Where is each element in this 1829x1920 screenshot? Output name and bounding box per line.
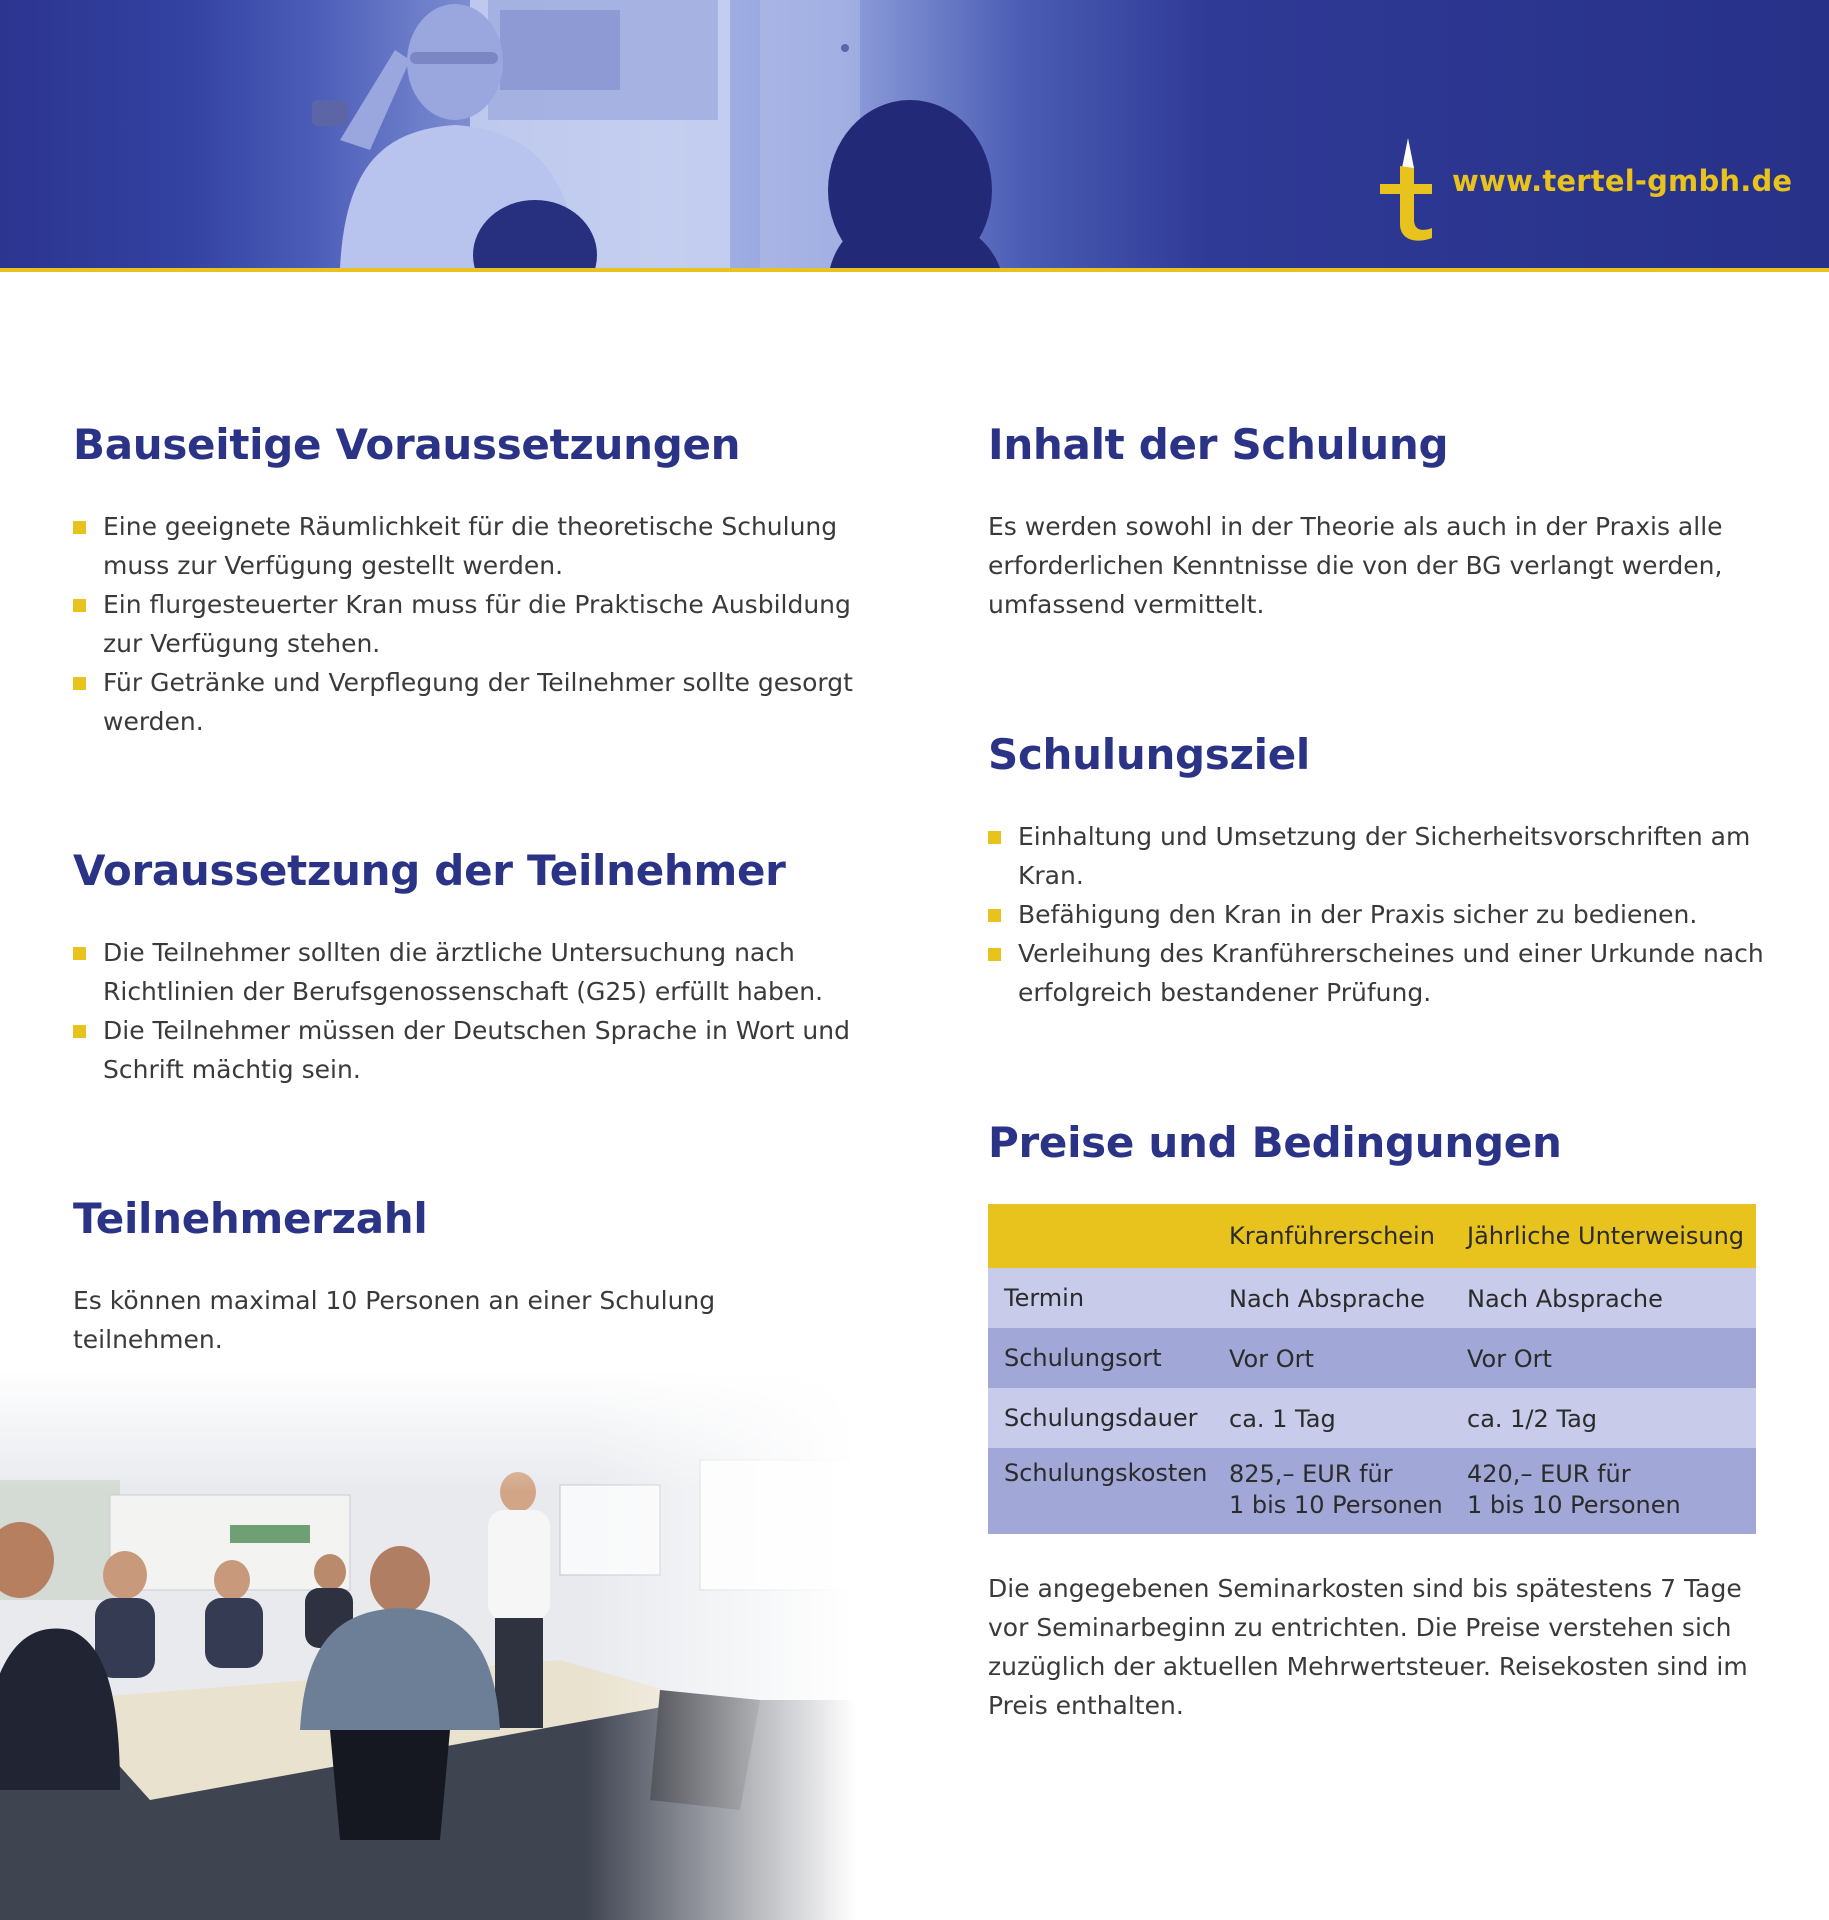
section-title: Schulungsziel bbox=[988, 730, 1311, 779]
table-row bbox=[988, 1328, 1756, 1388]
section-title: Preise und Bedingungen bbox=[988, 1118, 1562, 1167]
list-item: Eine geeignete Räumlichkeit für die theoretische Schulung muss zur Verfügung gestellt werden. bbox=[73, 507, 853, 585]
table-header-row bbox=[988, 1204, 1756, 1268]
table-cell: Nach Absprache bbox=[1467, 1285, 1663, 1313]
table-cell bbox=[1467, 1448, 1756, 1534]
row-label: Termin bbox=[1004, 1284, 1085, 1312]
table-header-empty bbox=[988, 1204, 1229, 1268]
price-persons: 1 bis 10 Personen bbox=[1229, 1491, 1443, 1519]
table-row bbox=[988, 1268, 1756, 1328]
table-cell: ca. 1 Tag bbox=[1229, 1405, 1336, 1433]
list-item: Verleihung des Kranführerscheines und einer Urkunde nach erfolgreich bestandener Prüfung. bbox=[988, 934, 1778, 1012]
bullet-square-icon bbox=[73, 599, 86, 612]
price-table bbox=[988, 1204, 1756, 1534]
tertel-logo-icon bbox=[1378, 138, 1434, 242]
section-preise-und-bedingungen bbox=[988, 1118, 1778, 1167]
table-cell: Vor Ort bbox=[1229, 1345, 1314, 1373]
section-teilnehmerzahl bbox=[73, 1194, 853, 1359]
list-item: Befähigung den Kran in der Praxis sicher zu bedienen. bbox=[988, 895, 1778, 934]
bullet-square-icon bbox=[988, 909, 1001, 922]
section-title: Bauseitige Voraussetzungen bbox=[73, 420, 741, 469]
bullet-square-icon bbox=[73, 947, 86, 960]
price-line: 420,– EUR für bbox=[1467, 1460, 1631, 1488]
bullet-list bbox=[73, 933, 853, 1089]
training-room-photo bbox=[0, 1370, 900, 1920]
website-url: www.tertel-gmbh.de bbox=[1452, 164, 1793, 198]
row-label: Schulungskosten bbox=[1004, 1459, 1208, 1487]
section-schulungsziel bbox=[988, 730, 1778, 1012]
table-header-kranfuehrerschein: Kranführerschein bbox=[1229, 1222, 1435, 1250]
bullet-square-icon bbox=[73, 677, 86, 690]
table-cell: Nach Absprache bbox=[1229, 1285, 1425, 1313]
bullet-square-icon bbox=[73, 521, 86, 534]
header-photo-presentation bbox=[0, 0, 1000, 268]
list-item: Einhaltung und Umsetzung der Sicherheitsvorschriften am Kran. bbox=[988, 817, 1778, 895]
list-item: Die Teilnehmer sollten die ärztliche Untersuchung nach Richtlinien der Berufsgenossenschaft (G25) erfüllt haben. bbox=[73, 933, 853, 1011]
table-header-jaehrliche-unterweisung: Jährliche Unterweisung bbox=[1467, 1222, 1745, 1250]
section-inhalt-der-schulung bbox=[988, 420, 1778, 624]
table-cell: ca. 1/2 Tag bbox=[1467, 1405, 1598, 1433]
section-text: Es können maximal 10 Personen an einer Schulung teilnehmen. bbox=[73, 1286, 716, 1354]
list-item: Für Getränke und Verpflegung der Teilnehmer sollte gesorgt werden. bbox=[73, 663, 853, 741]
bullet-square-icon bbox=[73, 1025, 86, 1038]
section-bauseitige-voraussetzungen bbox=[73, 420, 853, 741]
bullet-list bbox=[73, 507, 853, 741]
table-cell bbox=[1229, 1448, 1467, 1534]
price-persons: 1 bis 10 Personen bbox=[1467, 1491, 1681, 1519]
price-conditions-note bbox=[988, 1569, 1778, 1725]
section-title: Voraussetzung der Teilnehmer bbox=[73, 846, 786, 895]
bullet-square-icon bbox=[988, 831, 1001, 844]
table-row bbox=[988, 1448, 1756, 1534]
section-text: Es werden sowohl in der Theorie als auch in der Praxis alle erforderlichen Kenntnisse die von der BG verlangt werden, umfassend vermittelt. bbox=[988, 512, 1723, 619]
bullet-square-icon bbox=[988, 948, 1001, 961]
header-divider bbox=[0, 268, 1829, 272]
bullet-list bbox=[988, 817, 1778, 1012]
section-voraussetzung-teilnehmer bbox=[73, 846, 853, 1089]
section-title: Inhalt der Schulung bbox=[988, 420, 1449, 469]
price-line: 825,– EUR für bbox=[1229, 1460, 1393, 1488]
row-label: Schulungsdauer bbox=[1004, 1404, 1198, 1432]
section-title: Teilnehmerzahl bbox=[73, 1194, 428, 1243]
header-banner bbox=[0, 0, 1829, 268]
list-item: Die Teilnehmer müssen der Deutschen Sprache in Wort und Schrift mächtig sein. bbox=[73, 1011, 853, 1089]
list-item: Ein flurgesteuerter Kran muss für die Praktische Ausbildung zur Verfügung stehen. bbox=[73, 585, 853, 663]
table-cell: Vor Ort bbox=[1467, 1345, 1552, 1373]
table-row bbox=[988, 1388, 1756, 1448]
section-text: Die angegebenen Seminarkosten sind bis spätestens 7 Tage vor Seminarbeginn zu entrichten. Die Preise verstehen sich zuzüglich der aktuellen Mehrwertsteuer. Reisekosten sind im Preis enthalten. bbox=[988, 1574, 1748, 1720]
row-label: Schulungsort bbox=[1004, 1344, 1162, 1372]
